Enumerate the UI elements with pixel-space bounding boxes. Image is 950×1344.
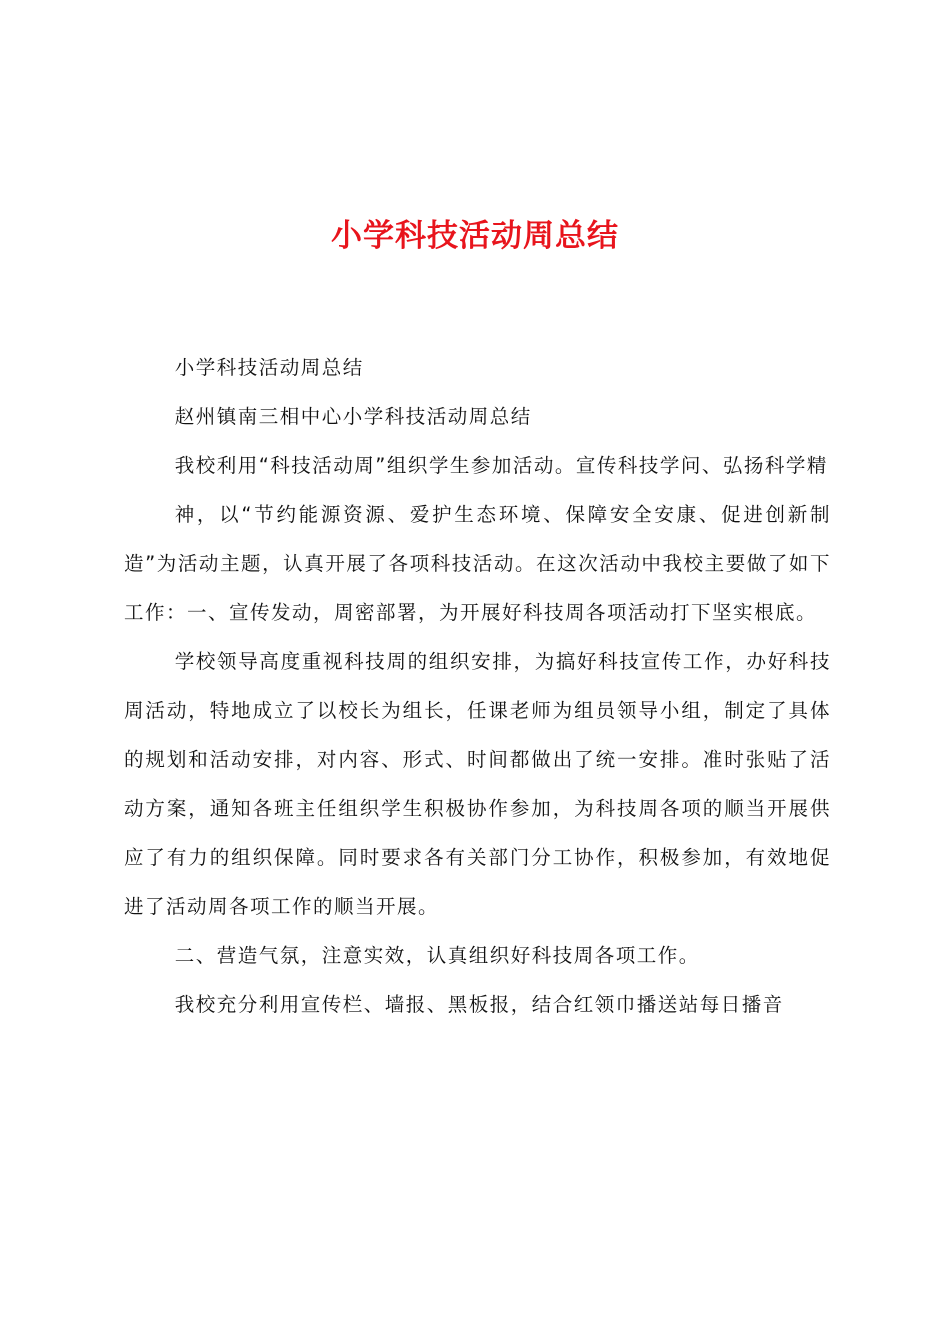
body-paragraph: 小学科技活动周总结 bbox=[174, 356, 364, 379]
body-paragraph: 神，以“节约能源资源、爱护生态环境、保障安全安康、促进创新制造”为活动主题，认真开展了各项科技活动。在这次活动中我校主要做了如下工作：一、宣传发动，周密部署，为开展好科技周各项活动打下坚实根底。 bbox=[124, 503, 831, 624]
document-title: 小学科技活动周总结 bbox=[331, 218, 619, 254]
document-body bbox=[124, 343, 831, 1029]
body-paragraph: 我校充分利用宣传栏、墙报、黑板报，结合红领巾播送站每日播音 bbox=[174, 993, 784, 1016]
body-paragraph: 学校领导高度重视科技周的组织安排，为搞好科技宣传工作，办好科技周活动，特地成立了以校长为组长，任课老师为组员领导小组，制定了具体的规划和活动安排，对内容、形式、时间都做出了统一安排。准时张贴了活动方案，通知各班主任组织学生积极协作参加，为科技周各项的顺当开展供应了有力的组织保障。同时要求各有关部门分工协作，积极参加，有效地促进了活动周各项工作的顺当开展。 bbox=[124, 650, 831, 918]
body-paragraph: 赵州镇南三相中心小学科技活动周总结 bbox=[174, 405, 532, 428]
body-paragraph: 我校利用“科技活动周”组织学生参加活动。宣传科技学问、弘扬科学精 bbox=[174, 454, 828, 477]
body-paragraph: 二、营造气氛，注意实效，认真组织好科技周各项工作。 bbox=[174, 944, 700, 967]
